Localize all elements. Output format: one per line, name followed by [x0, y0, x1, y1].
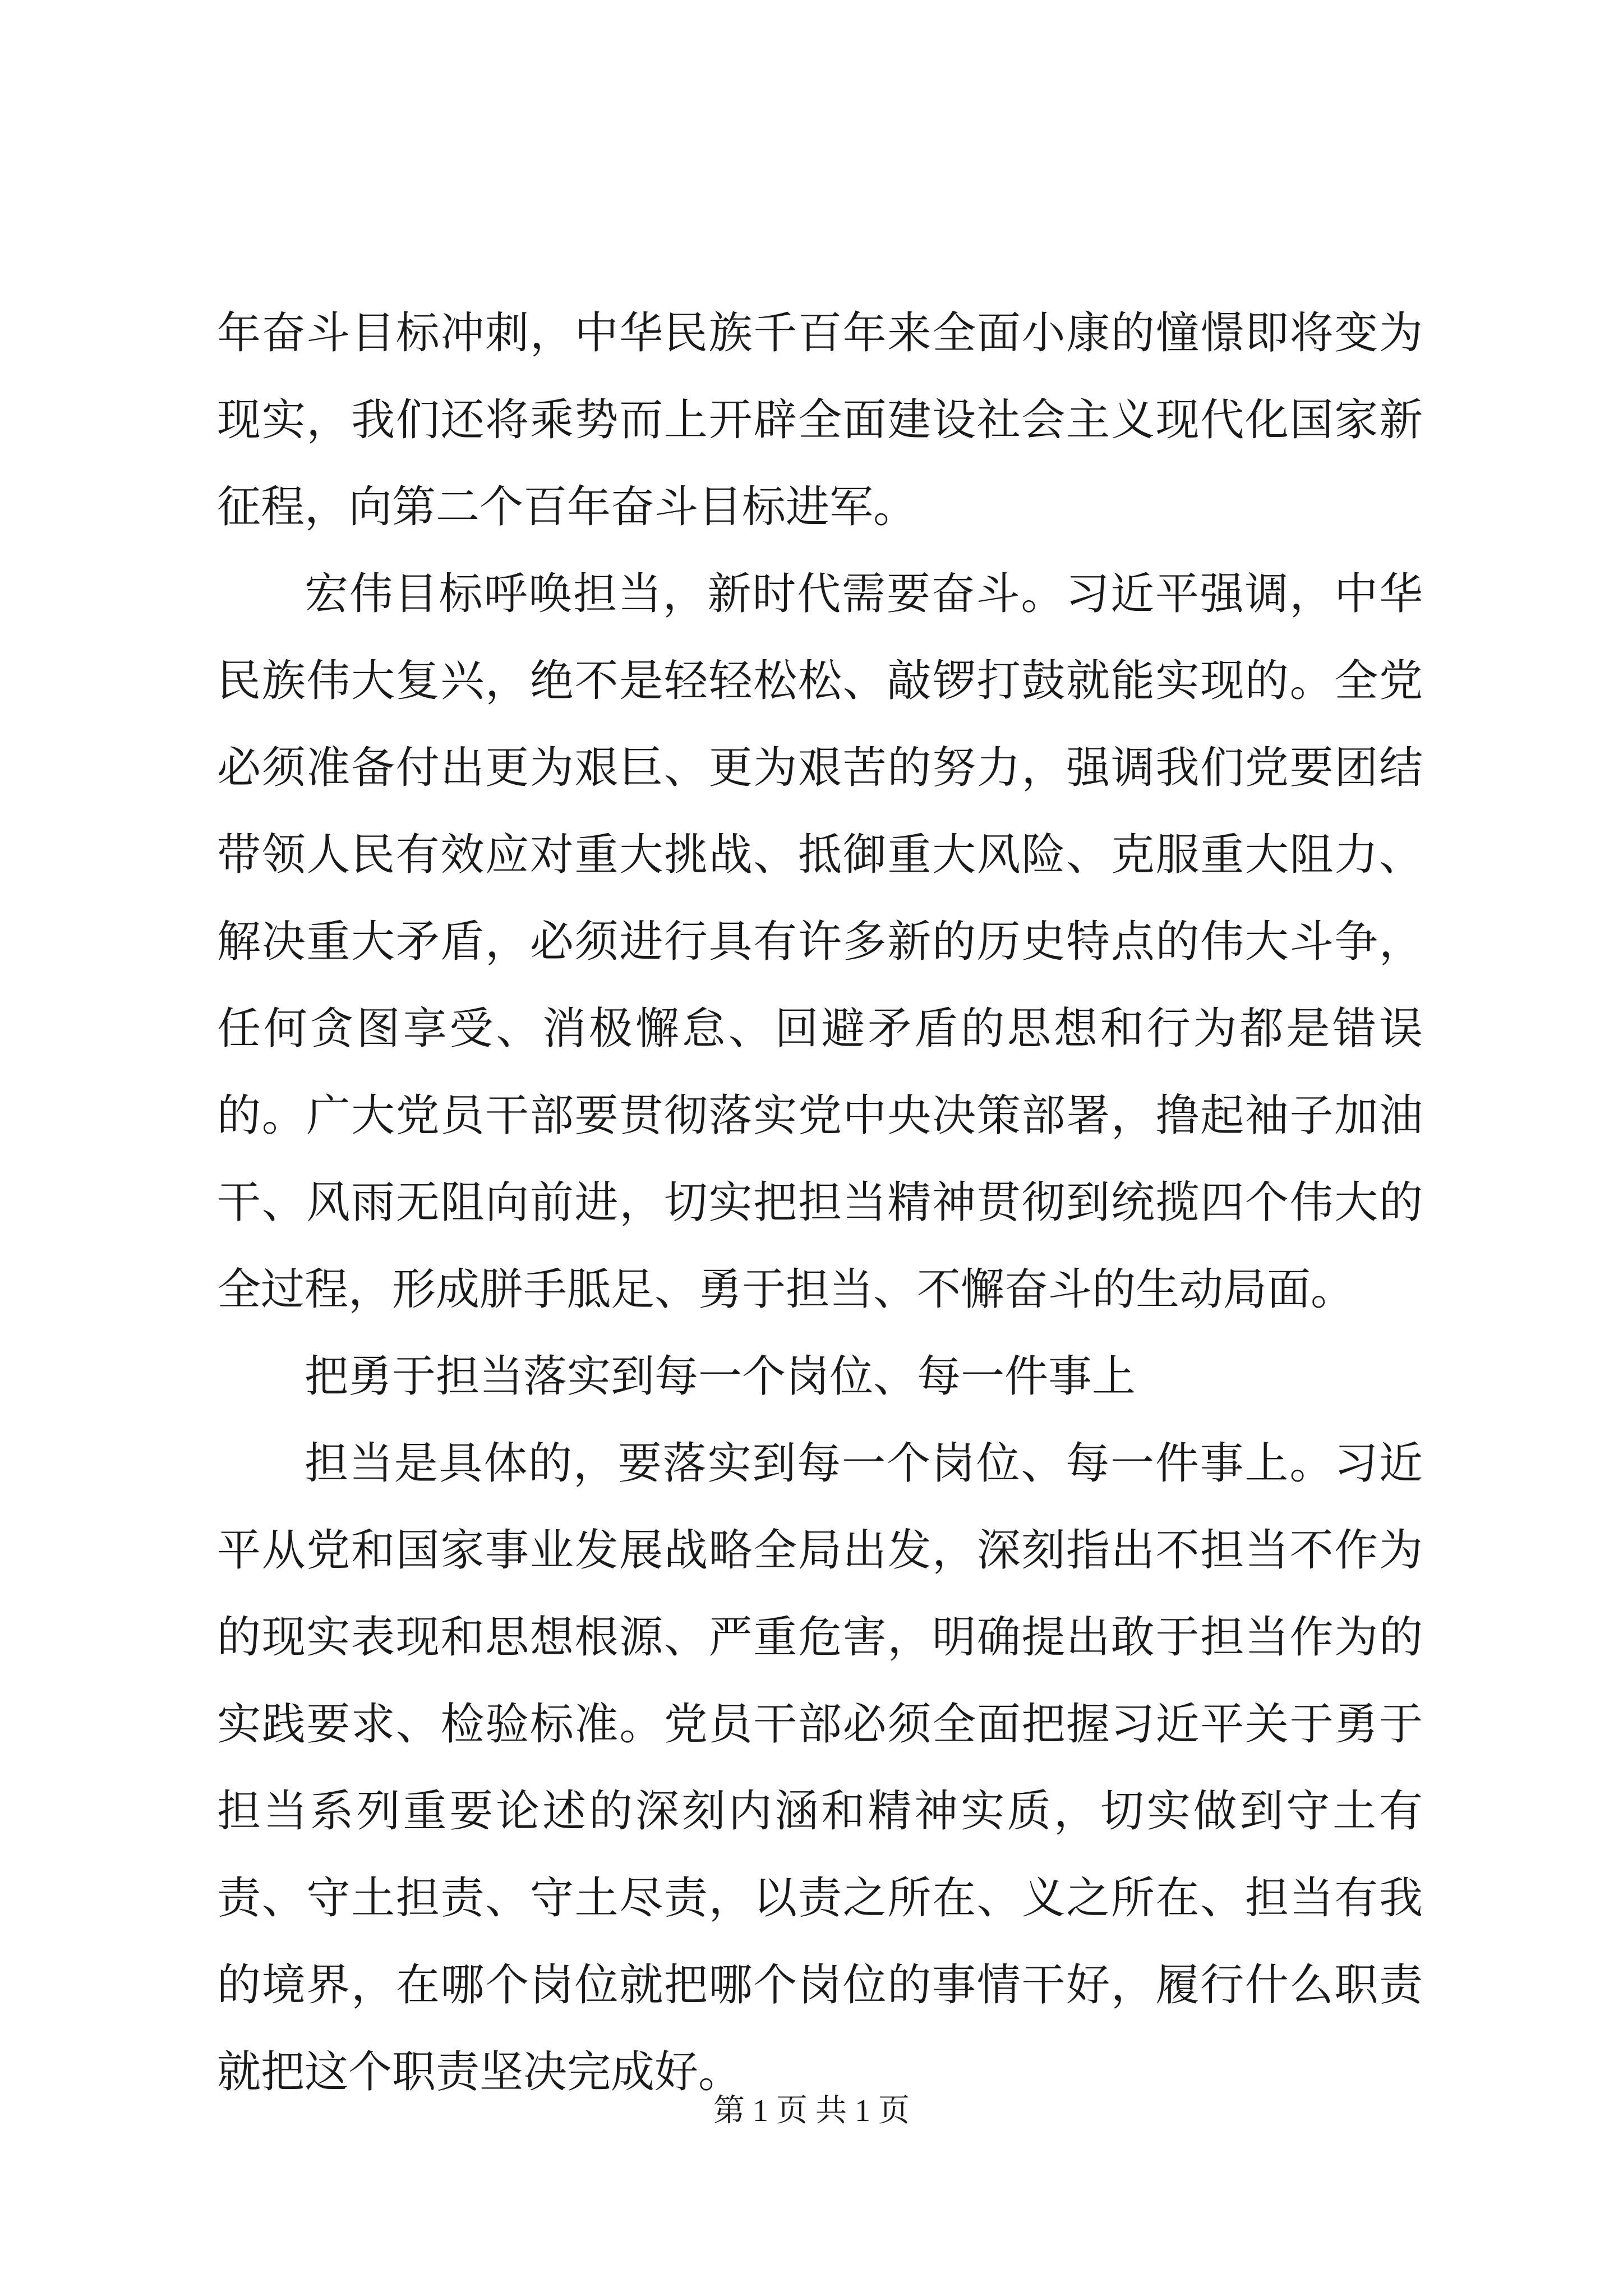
section-heading: 把勇于担当落实到每一个岗位、每一件事上 — [305, 1351, 1136, 1402]
paragraph-continuation: 年奋斗目标冲刺，中华民族千百年来全面小康的憧憬即将变为现实，我们还将乘势而上开辟全面建设社会主义现代化国家新征程，向第二个百年奋斗目标进军。 — [217, 308, 1423, 532]
paragraph-heroic-goal: 宏伟目标呼唤担当，新时代需要奋斗。习近平强调，中华民族伟大复兴，绝不是轻轻松松、敲锣打鼓就能实现的。全党必须准备付出更为艰巨、更为艰苦的努力，强调我们党要团结带领人民有效应对重大挑战、抵御重大风险、克服重大阻力、解决重大矛盾，必须进行具有许多新的历史特点的伟大斗争，任何贪图享受、消极懈怠、回避矛盾的思想和行为都是错误的。广大党员干部要贯彻落实党中央决策部署，撸起袖子加油干、风雨无阻向前进，切实把担当精神贯彻到统揽四个伟大的全过程，形成胼手胝足、勇于担当、不懈奋斗的生动局面。 — [217, 569, 1423, 1315]
document-body — [217, 290, 1423, 2116]
page-footer: 第 1 页 共 1 页 — [713, 2093, 910, 2128]
paragraph-responsibility: 担当是具体的，要落实到每一个岗位、每一件事上。习近平从党和国家事业发展战略全局出发，深刻指出不担当不作为的现实表现和思想根源、严重危害，明确提出敢于担当作为的实践要求、检验标准。党员干部必须全面把握习近平关于勇于担当系列重要论述的深刻内涵和精神实质，切实做到守土有责、守土担责、守土尽责，以责之所在、义之所在、担当有我的境界，在哪个岗位就把哪个岗位的事情干好，履行什么职责就把这个职责坚决完成好。 — [217, 1438, 1423, 2097]
